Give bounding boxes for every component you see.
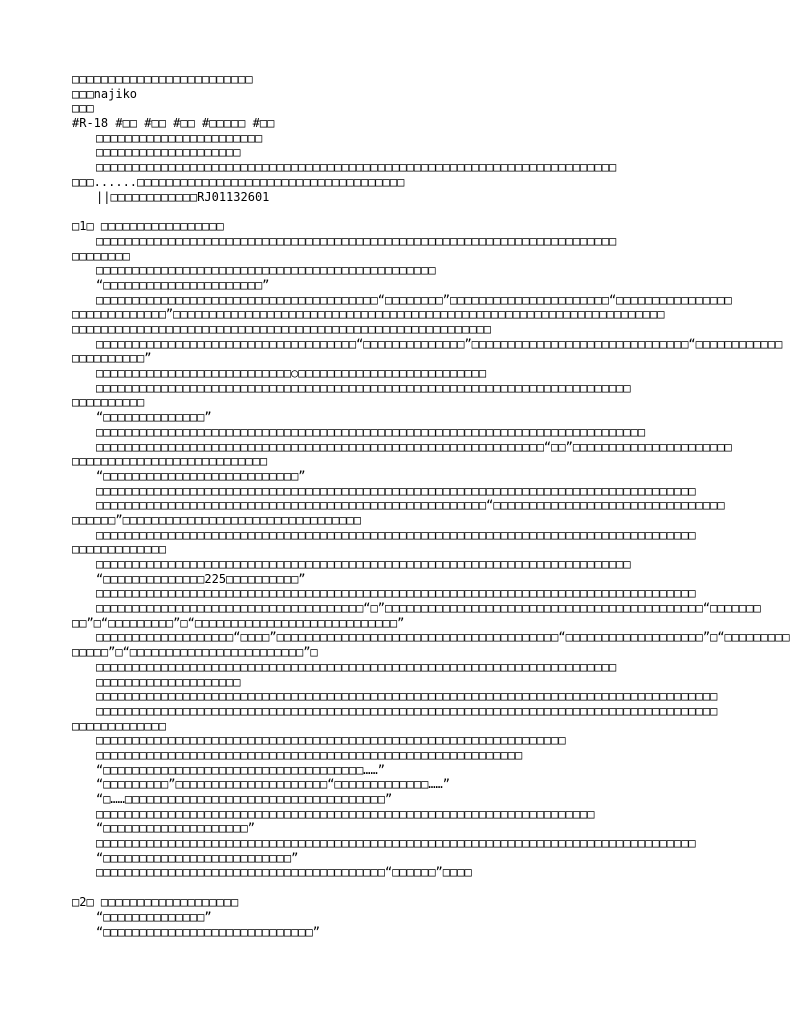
text-line: □□□□□□□□□□□□□□□□□□□“□□□□”□□□□□□□□□□□□□□□□□□□□□□□□□□□□□□□□□□□□□□□“□□□□□□□□□□□□□□□□□□□”□“□□□□□□□□□ [96, 630, 790, 645]
text-line: □□□najiko [72, 86, 138, 101]
text-line: “□□□□□□□□□”□□□□□□□□□□□□□□□□□□□□□“□□□□□□□□□□□□□……” [96, 777, 451, 792]
text-line: □□□□□□□□□□□□□□□□□□□□□□□ [96, 130, 263, 145]
text-line: □□□□□□□□□□□□□□□□□□□□□□□□□□□□□□□□□□□□□□□□□□□□□□□□□□□□□□□□□□□□□□□□□□□□□□□□□□□□□□□□□□□ [96, 527, 696, 542]
text-line: □□□□□□□□□□□□□ [72, 718, 166, 733]
text-line: □□□□□□□□□□□□□□□□□□□□□□□□□□□□□□□□□□□□□□□□□□□□□□□□□□□□□□□□□□□□□□□□□□□□□□□□ [96, 659, 617, 674]
text-line: □□□□□□□□□□□□□□□□□□□□□□□□□□□□□□□□□□□□□“□”□□□□□□□□□□□□□□□□□□□□□□□□□□□□□□□□□□□□□□□□□□□□“□□□□□□□ [96, 601, 761, 616]
text-line: “□□□□□□□□□□□□□□225□□□□□□□□□□” [96, 571, 306, 586]
text-line: □□□□□□□□□□□□□□□□□□□□□□□□□□□□□□□□□□□□□□□□□□□□□□□□□□□□□□“□□□□□□□□□□□□□□□□□□□□□□□□□□□□□□□□ [96, 498, 725, 513]
text-line: “□□□□□□□□□□□□□□” [96, 410, 212, 425]
text-line: “□□□□□□□□□□□□□□□□□□□□□□” [96, 277, 270, 292]
text-line: ||□□□□□□□□□□□□RJ01132601 [96, 189, 270, 204]
text-line: □□□□□□□□□□□□□□□□□□□□□□□□□□□□□□□□□□□□□□□□□□□□□□□ [96, 263, 436, 278]
document-body [72, 72, 790, 939]
text-line: □□□□□□□□□□□□□”□□□□□□□□□□□□□□□□□□□□□□□□□□□□□□□□□□□□□□□□□□□□□□□□□□□□□□□□□□□□□□□□□□□□ [72, 307, 665, 322]
text-line: □□□□□□□□□□□□□□□□□□□□□□□□□□□ [72, 454, 268, 469]
text-line: □□□□□□□□□□ [72, 395, 145, 410]
text-line: □□□□□□□□□□” [72, 351, 152, 366]
text-line: □□□□□□□□□□□□□□□□□□□□□□□□□□□□□□□□□□□□□□□□□□□□□□□□□□□□□□□□□□□□□□“□□”□□□□□□□□□□□□□□□□□□□□□□ [96, 439, 732, 454]
text-line: □1□ □□□□□□□□□□□□□□□□□ [72, 219, 224, 234]
text-line: □□□ [72, 101, 94, 116]
text-line: □□□......□□□□□□□□□□□□□□□□□□□□□□□□□□□□□□□□□□□□□ [72, 174, 405, 189]
text-line: □□□□□□□□□□□□□□□□□□□□ [96, 674, 241, 689]
text-line: □□□□□□□□□□□□□□□□□□□□□□□□□□□□□□□□□□□□“□□□□□□□□□□□□□□”□□□□□□□□□□□□□□□□□□□□□□□□□□□□□□“□□□□□□□□□□□□ [96, 336, 783, 351]
text-line: □□□□□□□□□□□□□□□□□□□□□□□□□□□□□□□□□□□□□□□□□□□□□□□□□□□□□□□□□□□□□□□□□□□□□□□□ [96, 160, 617, 175]
text-line: □2□ □□□□□□□□□□□□□□□□□□□ [72, 895, 239, 910]
text-line: □□□□□□□□□□□□□□□□□□□□□□□□□□□□□□□□□□□□□□□□□□□□□□□□□□□□□□□□□□□□□□□□□□□□□□□□□□□□ [96, 424, 646, 439]
blank-line [72, 204, 697, 219]
text-line: □□□□□□□□□□□□□□□□□□□□□□□□□□□□□□□□□□□□□□□□□□□□□□□□□□□□□□□□□□□□□□□□□□□□□□□□ [96, 233, 617, 248]
text-line: □□□□□□□□ [72, 248, 130, 263]
text-line: □□□□□□□□□□□□□□□□□□□□□□□□□□□□□□□□□□□□□□□□□□□□□□□□□□□□□□□□□□□□□□□□□ [96, 733, 566, 748]
text-line: □□□□□□□□□□□□□□□□□□□□□□□□□□□○□□□□□□□□□□□□□□□□□□□□□□□□□□ [96, 366, 487, 381]
text-line: □□□□□□□□□□□□□□□□□□□□□□□□□□□□□□□□□□□□□□□□□□□□□□□□□□□□□□□□□□ [72, 322, 492, 336]
text-line: □□□□□□□□□□□□□□□□□□□□□□□□□□□□□□□□□□□□□□□□“□□□□□□”□□□□ [96, 865, 472, 880]
text-line: “□□□□□□□□□□□□□□□□□□□□□□□□□□” [96, 850, 299, 865]
blank-line [72, 880, 697, 895]
text-line: “□□□□□□□□□□□□□□□□□□□□□□□□□□□□□□□□□□□□……” [96, 762, 385, 777]
text-line: □□□□□□□□□□□□□□□□□□□□□□□□□ [72, 72, 253, 86]
text-line: “□……□□□□□□□□□□□□□□□□□□□□□□□□□□□□□□□□□□□□” [96, 792, 393, 806]
text-line: □□□□□□□□□□□□□□□□□□□□□□□□□□□□□□□□□□□□□□□□□□□□□□□□□□□□□□□□□□□□□□□□□□□□□□□□□□ [96, 380, 631, 395]
text-line: □□”□“□□□□□□□□□”□“□□□□□□□□□□□□□□□□□□□□□□□□□□□□” [72, 615, 405, 630]
text-line: □□□□□□□□□□□□□□□□□□□□ [96, 145, 241, 160]
text-line: □□□□□□□□□□□□□□□□□□□□□□□□□□□□□□□□□□□□□□□□□□□□□□□□□□□□□□□□□□□□□□□□□□□□□□□□□□□□□□□□□□□ [96, 586, 696, 601]
text-line: #R-18 #□□ #□□ #□□ #□□□□□ #□□ [72, 116, 275, 131]
text-line: □□□□□”□“□□□□□□□□□□□□□□□□□□□□□□□□”□ [72, 645, 318, 660]
text-line: “□□□□□□□□□□□□□□□□□□□□□□□□□□□” [96, 468, 306, 483]
text-line: □□□□□□□□□□□□□□□□□□□□□□□□□□□□□□□□□□□□□□□□□□□□□□□□□□□□□□□□□□□□□□□□□□□□□□□□□□ [96, 557, 631, 571]
text-line: □□□□□□□□□□□□□□□□□□□□□□□□□□□□□□□□□□□□□□□□□□□□□□□□□□□□□□□□□□□□□□□□□□□□□ [96, 806, 595, 821]
text-line: □□□□□□□□□□□□□□□□□□□□□□□□□□□□□□□□□□□□□□□“□□□□□□□□”□□□□□□□□□□□□□□□□□□□□□□“□□□□□□□□□□□□□□□□ [96, 292, 732, 307]
text-line: □□□□□□”□□□□□□□□□□□□□□□□□□□□□□□□□□□□□□□□□ [72, 512, 361, 527]
text-line: “□□□□□□□□□□□□□□” [96, 909, 212, 924]
text-line: □□□□□□□□□□□□□□□□□□□□□□□□□□□□□□□□□□□□□□□□□□□□□□□□□□□□□□□□□□□□□□□□□□□□□□□□□□□□□□□□□□□□□□ [96, 703, 718, 718]
text-line: □□□□□□□□□□□□□□□□□□□□□□□□□□□□□□□□□□□□□□□□□□□□□□□□□□□□□□□□□□□□□□□□□□□□□□□□□□□□□□□□□□□ [96, 483, 696, 498]
text-line: □□□□□□□□□□□□□□□□□□□□□□□□□□□□□□□□□□□□□□□□□□□□□□□□□□□□□□□□□□□□□□□□□□□□□□□□□□□□□□□□□□□ [96, 836, 696, 851]
text-line: “□□□□□□□□□□□□□□□□□□□□” [96, 821, 255, 836]
text-line: □□□□□□□□□□□□□□□□□□□□□□□□□□□□□□□□□□□□□□□□□□□□□□□□□□□□□□□□□□□ [96, 747, 523, 762]
text-line: □□□□□□□□□□□□□ [72, 542, 166, 557]
text-line: □□□□□□□□□□□□□□□□□□□□□□□□□□□□□□□□□□□□□□□□□□□□□□□□□□□□□□□□□□□□□□□□□□□□□□□□□□□□□□□□□□□□□□ [96, 689, 718, 704]
text-line: “□□□□□□□□□□□□□□□□□□□□□□□□□□□□□” [96, 924, 320, 939]
